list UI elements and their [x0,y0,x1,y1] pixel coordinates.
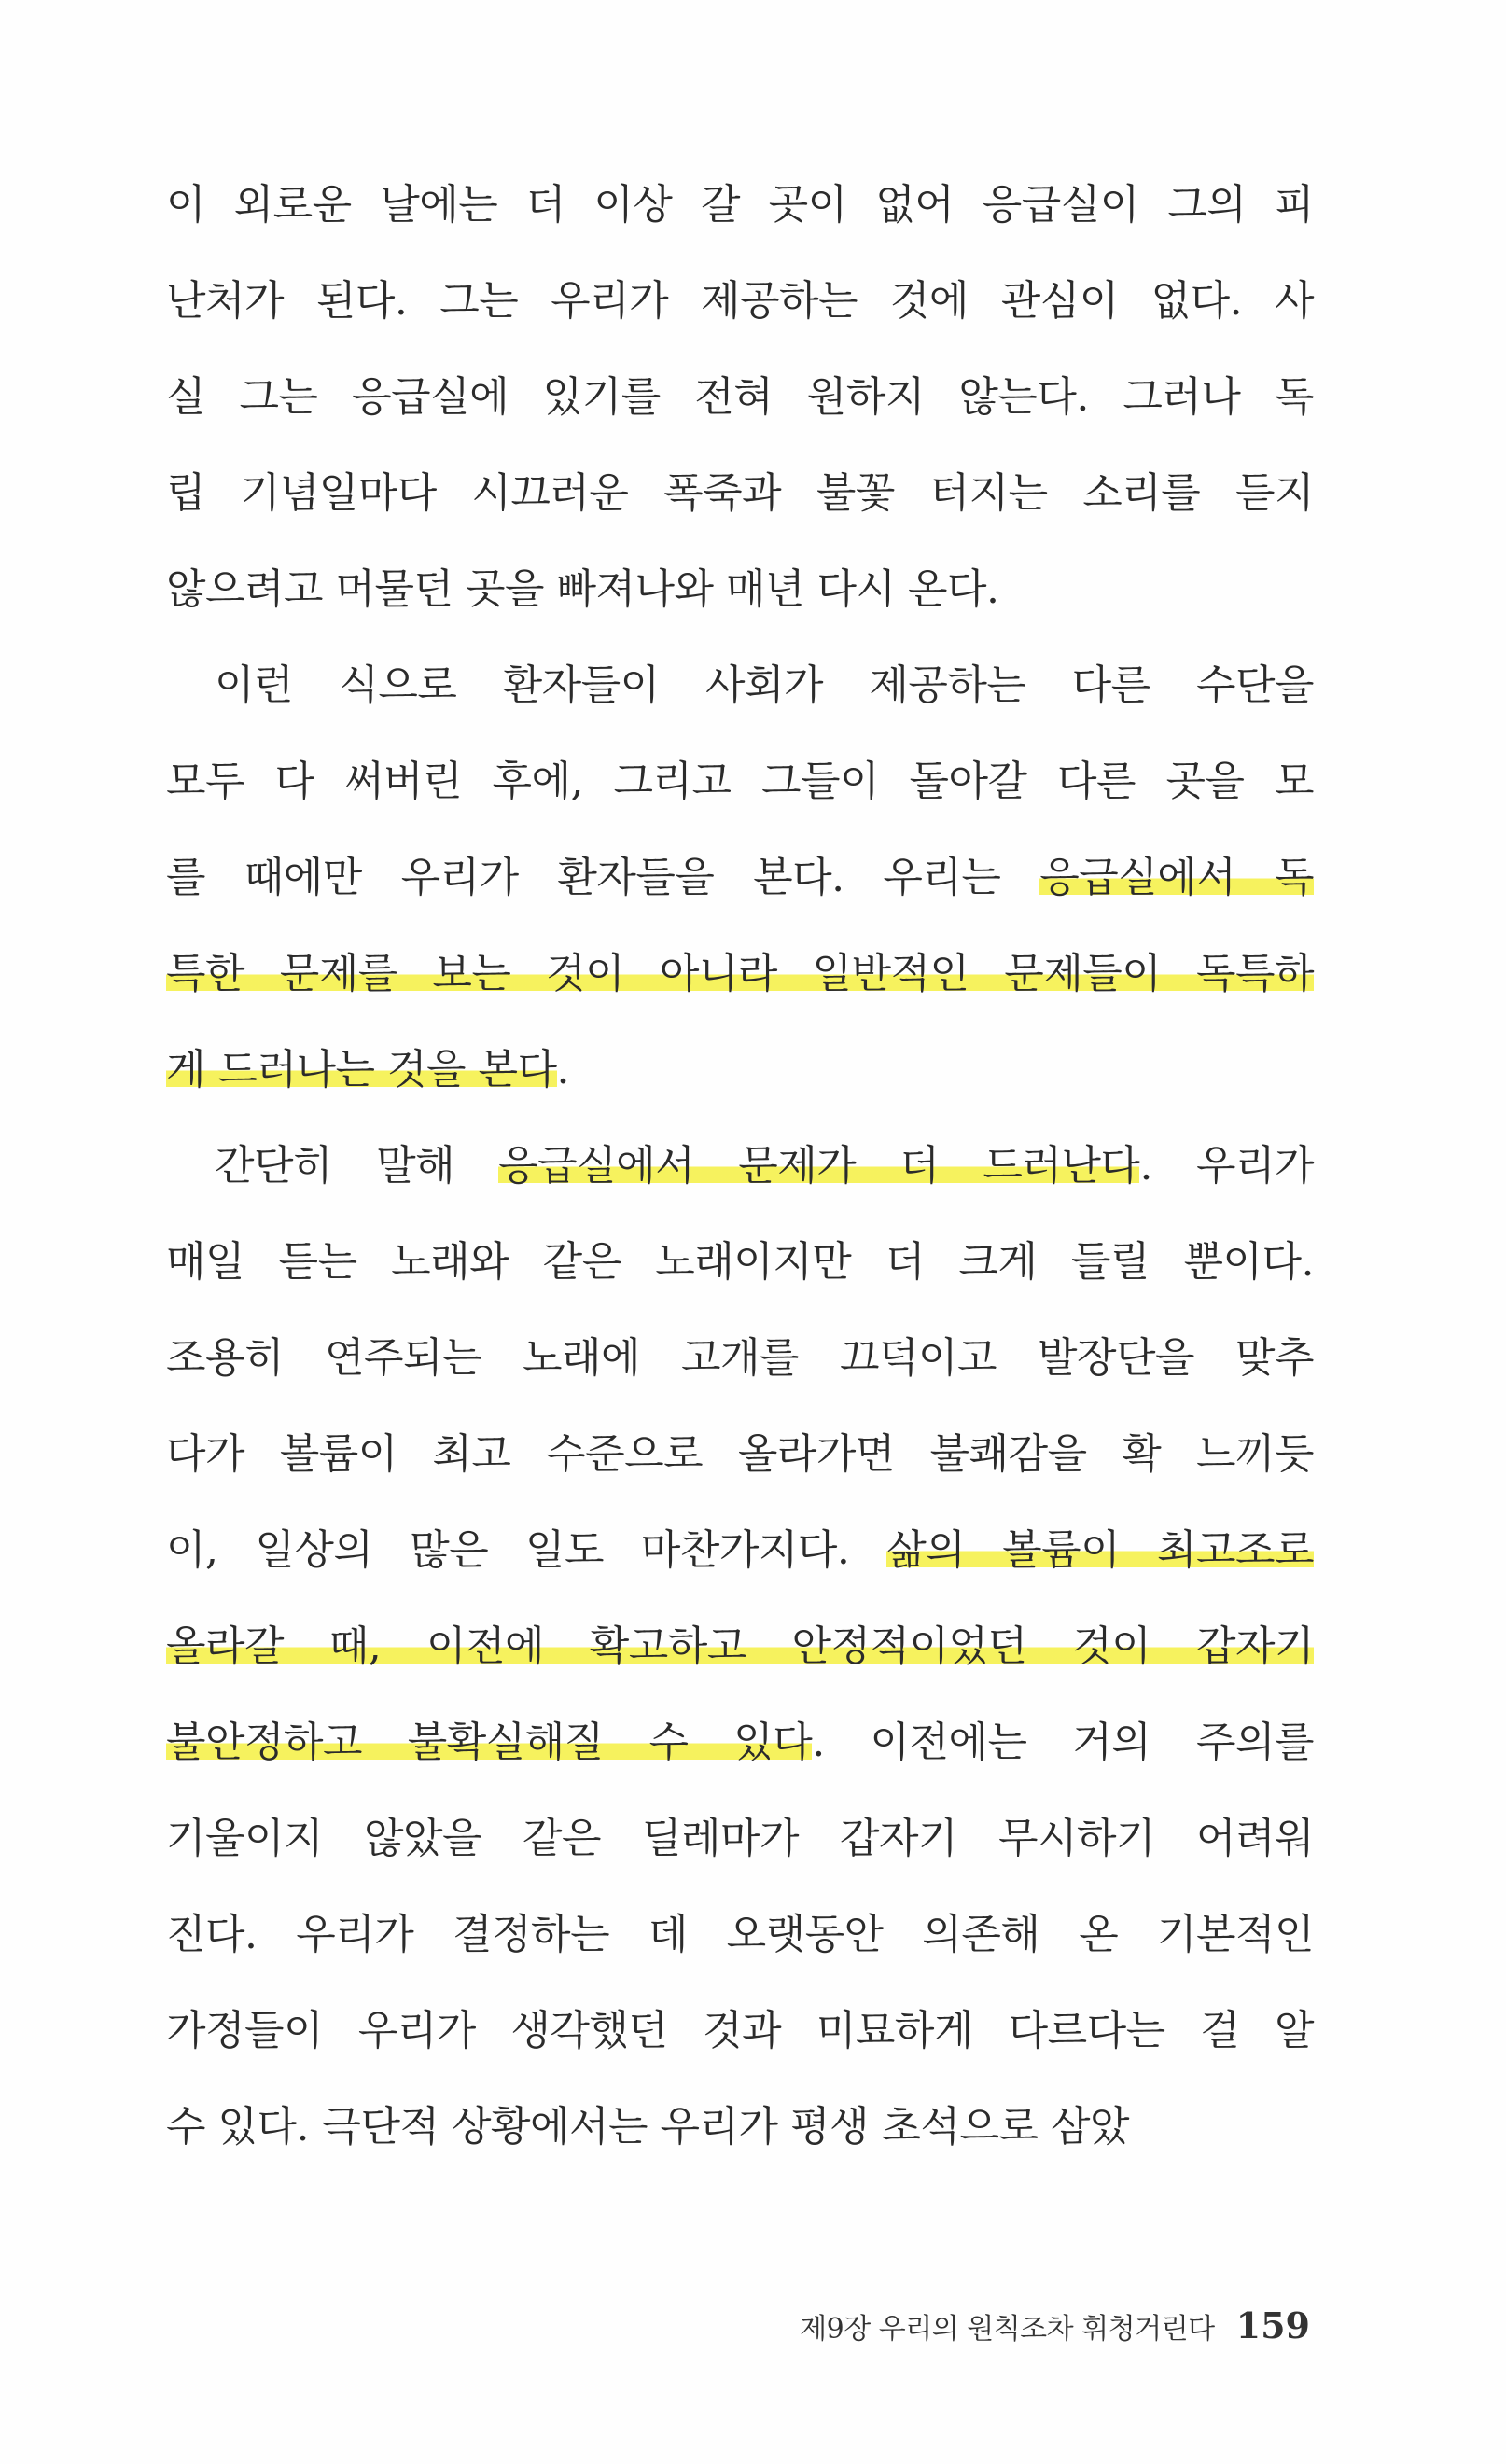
text-segment: 립 기념일마다 시끄러운 폭죽과 불꽃 터지는 소리를 듣지 [166,469,1314,517]
text-line [166,926,1314,1022]
page-number: 159 [1235,2304,1310,2346]
text-line [166,1983,1314,2079]
highlighted-text: 삶의 볼륨이 최고조로 [886,1526,1314,1574]
text-segment: 매일 듣는 노래와 같은 노래이지만 더 크게 들릴 뿐이다. [166,1238,1314,1286]
running-footer [800,2304,1310,2346]
text-segment: . 이전에는 거의 주의를 [812,1719,1314,1766]
text-line [166,1502,1314,1598]
text-segment: 기울이지 않았을 같은 딜레마가 갑자기 무시하기 어려워 [166,1815,1314,1862]
text-line [166,1118,1314,1214]
text-line [166,1886,1314,1983]
text-line [166,1022,1314,1118]
highlighted-text: 불안정하고 불확실해질 수 있다 [166,1719,813,1766]
text-segment: 이런 식으로 환자들이 사회가 제공하는 다른 수단을 [215,661,1314,709]
text-segment: 조용히 연주되는 노래에 고개를 끄덕이고 발장단을 맞추 [166,1334,1314,1382]
highlighted-text: 올라갈 때, 이전에 확고하고 안정적이었던 것이 갑자기 [166,1622,1314,1670]
text-line [166,349,1314,445]
text-line [166,253,1314,349]
text-segment: 않으려고 머물던 곳을 빠져나와 매년 다시 온다. [166,565,999,613]
text-segment: 모두 다 써버린 후에, 그리고 그들이 돌아갈 다른 곳을 모 [166,758,1314,805]
text-line [166,1310,1314,1406]
text-line [166,445,1314,541]
text-segment: 이, 일상의 많은 일도 마찬가지다. [166,1526,887,1574]
text-line [166,2079,1314,2175]
text-line [166,1790,1314,1886]
highlighted-text: 응급실에서 문제가 더 드러난다 [498,1142,1140,1190]
chapter-title: 제9장 우리의 원칙조차 휘청거린다 [800,2313,1215,2346]
text-segment: 가정들이 우리가 생각했던 것과 미묘하게 다르다는 걸 알 [166,2007,1314,2054]
text-line [166,541,1314,637]
text-segment: 이 외로운 날에는 더 이상 갈 곳이 없어 응급실이 그의 피 [166,181,1314,229]
text-segment: 진다. 우리가 결정하는 데 오랫동안 의존해 온 기본적인 [166,1911,1314,1958]
text-line [166,1214,1314,1310]
text-segment: 간단히 말해 [215,1142,499,1190]
text-line [166,829,1314,926]
text-segment: 를 때에만 우리가 환자들을 본다. 우리는 [166,854,1040,901]
highlighted-text: 특한 문제를 보는 것이 아니라 일반적인 문제들이 독특하 [166,950,1314,997]
text-line [166,1598,1314,1694]
text-segment: 수 있다. 극단적 상황에서는 우리가 평생 초석으로 삼았 [166,2103,1129,2151]
highlighted-text: 게 드러나는 것을 본다 [166,1046,557,1093]
text-segment: 실 그는 응급실에 있기를 전혀 원하지 않는다. 그러나 독 [166,373,1314,421]
text-segment: . [556,1046,569,1093]
body-text [166,157,1314,2175]
text-line [166,157,1314,253]
text-line [166,637,1314,733]
text-line [166,733,1314,829]
text-segment: 다가 볼륨이 최고 수준으로 올라가면 불쾌감을 확 느끼듯 [166,1430,1314,1478]
text-segment: 난처가 된다. 그는 우리가 제공하는 것에 관심이 없다. 사 [166,277,1314,325]
text-line [166,1406,1314,1502]
text-segment: . 우리가 [1139,1142,1315,1190]
highlighted-text: 응급실에서 독 [1039,854,1315,901]
text-line [166,1694,1314,1790]
